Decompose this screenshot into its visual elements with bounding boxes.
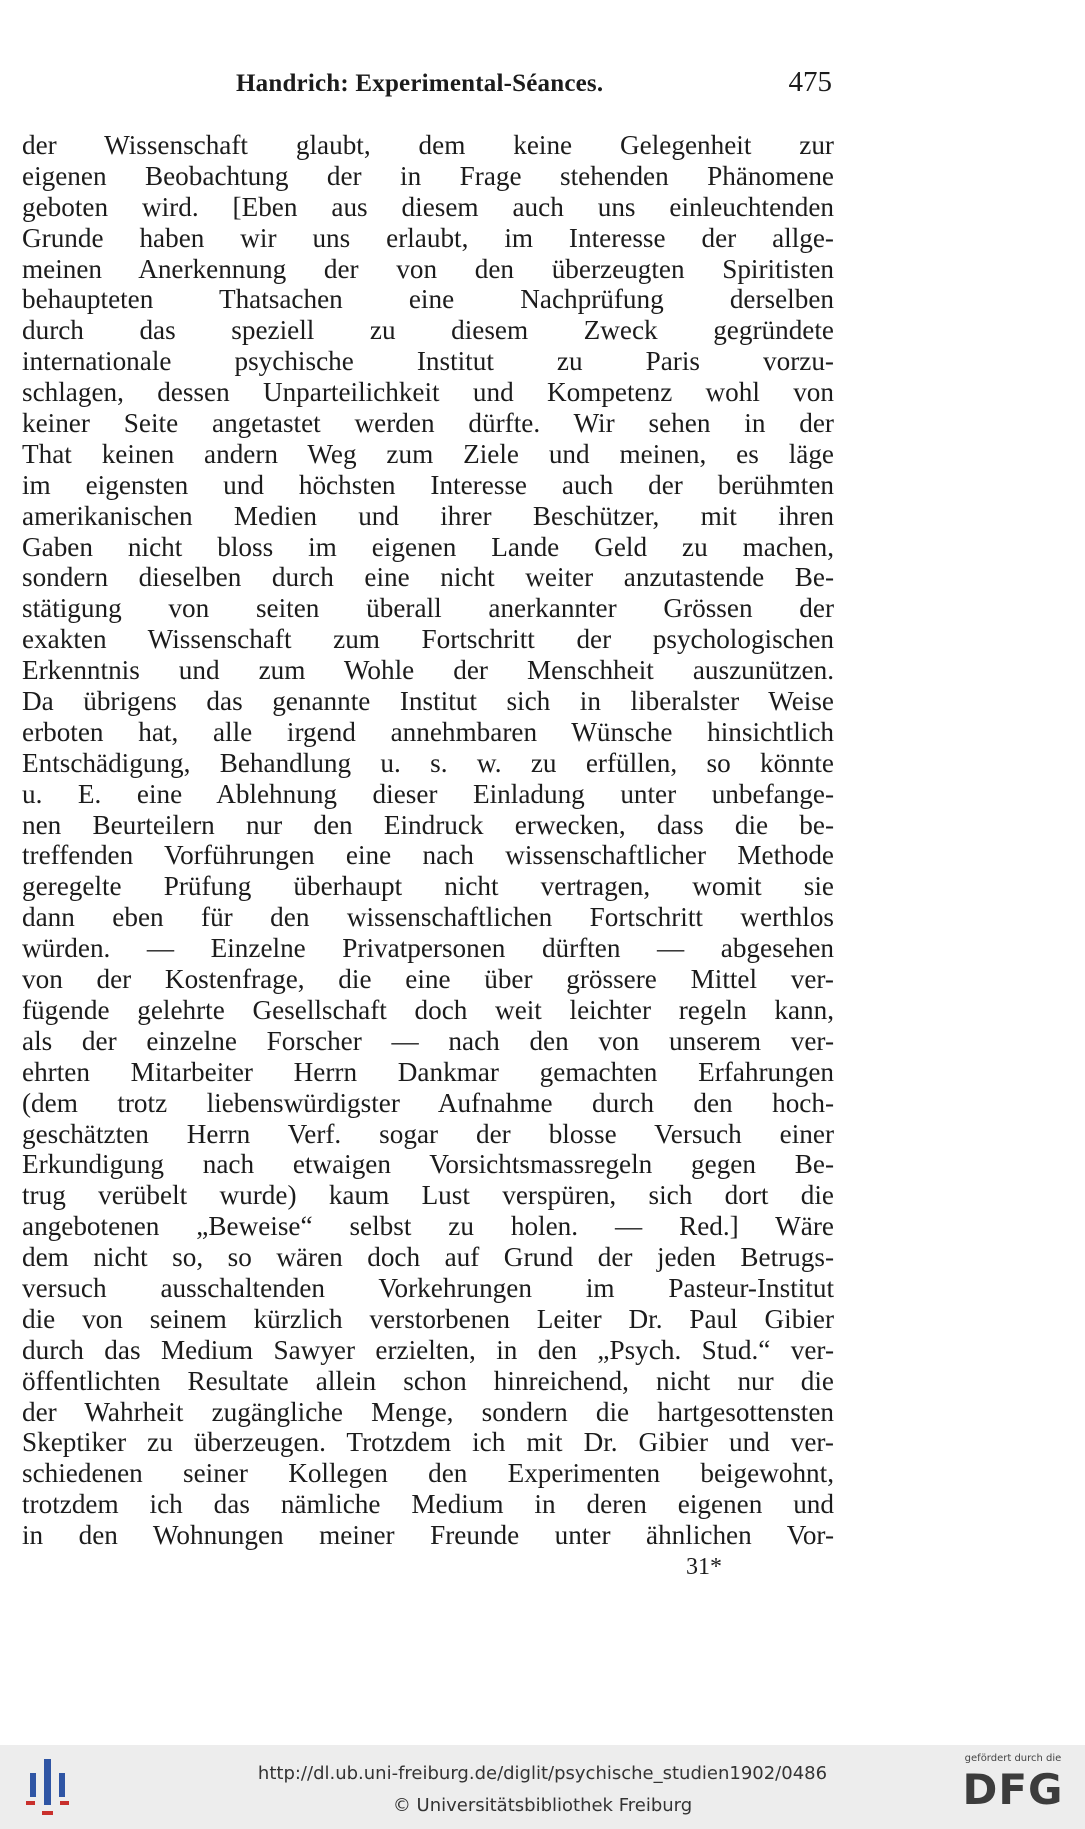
- text-line: in den Wohnungen meiner Freunde unter ähnlichen Vor-: [22, 1520, 834, 1551]
- text-line: im eigensten und höchsten Interesse auch der berühmten: [22, 469, 834, 500]
- text-line: Grunde haben wir uns erlaubt, im Interesse der allge-: [22, 222, 834, 253]
- text-line: dem nicht so, so wären doch auf Grund der jeden Betrugs-: [22, 1242, 834, 1273]
- text-line: treffenden Vorführungen eine nach wissenschaftlicher Methode: [22, 840, 834, 871]
- text-line: exakten Wissenschaft zum Fortschritt der psychologischen: [22, 624, 834, 655]
- text-line: Erkenntnis und zum Wohle der Menschheit auszunützen.: [22, 655, 834, 686]
- text-line: Da übrigens das genannte Institut sich in liberalster Weise: [22, 686, 834, 717]
- text-line: eigenen Beobachtung der in Frage stehenden Phänomene: [22, 160, 834, 191]
- running-header: [22, 56, 832, 106]
- text-line: nen Beurteilern nur den Eindruck erwecken, dass die be-: [22, 809, 834, 840]
- dfg-logo: [952, 1753, 1074, 1823]
- text-line: Skeptiker zu überzeugen. Trotzdem ich mit Dr. Gibier und ver-: [22, 1427, 834, 1458]
- text-line: versuch ausschaltenden Vorkehrungen im Pasteur-Institut: [22, 1272, 834, 1303]
- text-line: fügende gelehrte Gesellschaft doch weit leichter regeln kann,: [22, 994, 834, 1025]
- text-line: geregelte Prüfung überhaupt nicht vertragen, womit sie: [22, 871, 834, 902]
- page-number: 475: [788, 66, 832, 98]
- running-title: Handrich: Experimental-Séances.: [236, 70, 604, 97]
- document-url-link[interactable]: http://dl.ub.uni-freiburg.de/diglit/psychische_studien1902/0486: [257, 1763, 828, 1784]
- text-line: durch das speziell zu diesem Zweck gegründete: [22, 315, 834, 346]
- text-line: Entschädigung, Behandlung u. s. w. zu erfüllen, so könnte: [22, 747, 834, 778]
- body-text: [22, 130, 834, 1551]
- text-line: von der Kostenfrage, die eine über grössere Mittel ver-: [22, 964, 834, 995]
- text-line: als der einzelne Forscher — nach den von unserem ver-: [22, 1025, 834, 1056]
- text-line: trug verübelt wurde) kaum Lust verspüren, sich dort die: [22, 1180, 834, 1211]
- dfg-caption: gefördert durch die: [964, 1753, 1062, 1764]
- text-line: That keinen andern Weg zum Ziele und meinen, es läge: [22, 438, 834, 469]
- dfg-wordmark: DFG: [962, 1765, 1064, 1814]
- copyright-notice: © Universitätsbibliothek Freiburg: [392, 1795, 693, 1816]
- text-line: meinen Anerkennung der von den überzeugten Spiritisten: [22, 253, 834, 284]
- text-line: der Wissenschaft glaubt, dem keine Gelegenheit zur: [22, 130, 834, 160]
- text-line: geschätzten Herrn Verf. sogar der blosse Versuch einer: [22, 1118, 834, 1149]
- text-line: erboten hat, alle irgend annehmbaren Wünsche hinsichtlich: [22, 716, 834, 747]
- text-line: Erkundigung nach etwaigen Vorsichtsmassregeln gegen Be-: [22, 1149, 834, 1180]
- text-line: der Wahrheit zugängliche Menge, sondern die hartgesottensten: [22, 1396, 834, 1427]
- text-line: durch das Medium Sawyer erzielten, in den „Psych. Stud.“ ver-: [22, 1334, 834, 1365]
- text-line: stätigung von seiten überall anerkannter Grössen der: [22, 593, 834, 624]
- text-line: würden. — Einzelne Privatpersonen dürften — abgesehen: [22, 933, 834, 964]
- text-line: dann eben für den wissenschaftlichen Fortschritt werthlos: [22, 902, 834, 933]
- footer-bar: [0, 1745, 1085, 1829]
- signature-mark: 31*: [686, 1554, 722, 1580]
- text-line: schlagen, dessen Unparteilichkeit und Kompetenz wohl von: [22, 377, 834, 408]
- text-line: sondern dieselben durch eine nicht weiter anzutastende Be-: [22, 562, 834, 593]
- text-line: Gaben nicht bloss im eigenen Lande Geld zu machen,: [22, 531, 834, 562]
- text-line: schiedenen seiner Kollegen den Experimenten beigewohnt,: [22, 1458, 834, 1489]
- text-line: öffentlichten Resultate allein schon hinreichend, nicht nur die: [22, 1365, 834, 1396]
- text-line: trotzdem ich das nämliche Medium in deren eigenen und: [22, 1489, 834, 1520]
- text-line: behaupteten Thatsachen eine Nachprüfung derselben: [22, 284, 834, 315]
- text-line: amerikanischen Medien und ihrer Beschützer, mit ihren: [22, 500, 834, 531]
- text-line: die von seinem kürzlich verstorbenen Leiter Dr. Paul Gibier: [22, 1303, 834, 1334]
- text-line: angebotenen „Beweise“ selbst zu holen. — Red.] Wäre: [22, 1211, 834, 1242]
- text-line: ehrten Mitarbeiter Herrn Dankmar gemachten Erfahrungen: [22, 1056, 834, 1087]
- text-line: (dem trotz liebenswürdigster Aufnahme durch den hoch-: [22, 1087, 834, 1118]
- text-line: geboten wird. [Eben aus diesem auch uns einleuchtenden: [22, 191, 834, 222]
- text-line: u. E. eine Ablehnung dieser Einladung unter unbefange-: [22, 778, 834, 809]
- text-line: keiner Seite angetastet werden dürfte. Wir sehen in der: [22, 408, 834, 439]
- text-line: internationale psychische Institut zu Paris vorzu-: [22, 346, 834, 377]
